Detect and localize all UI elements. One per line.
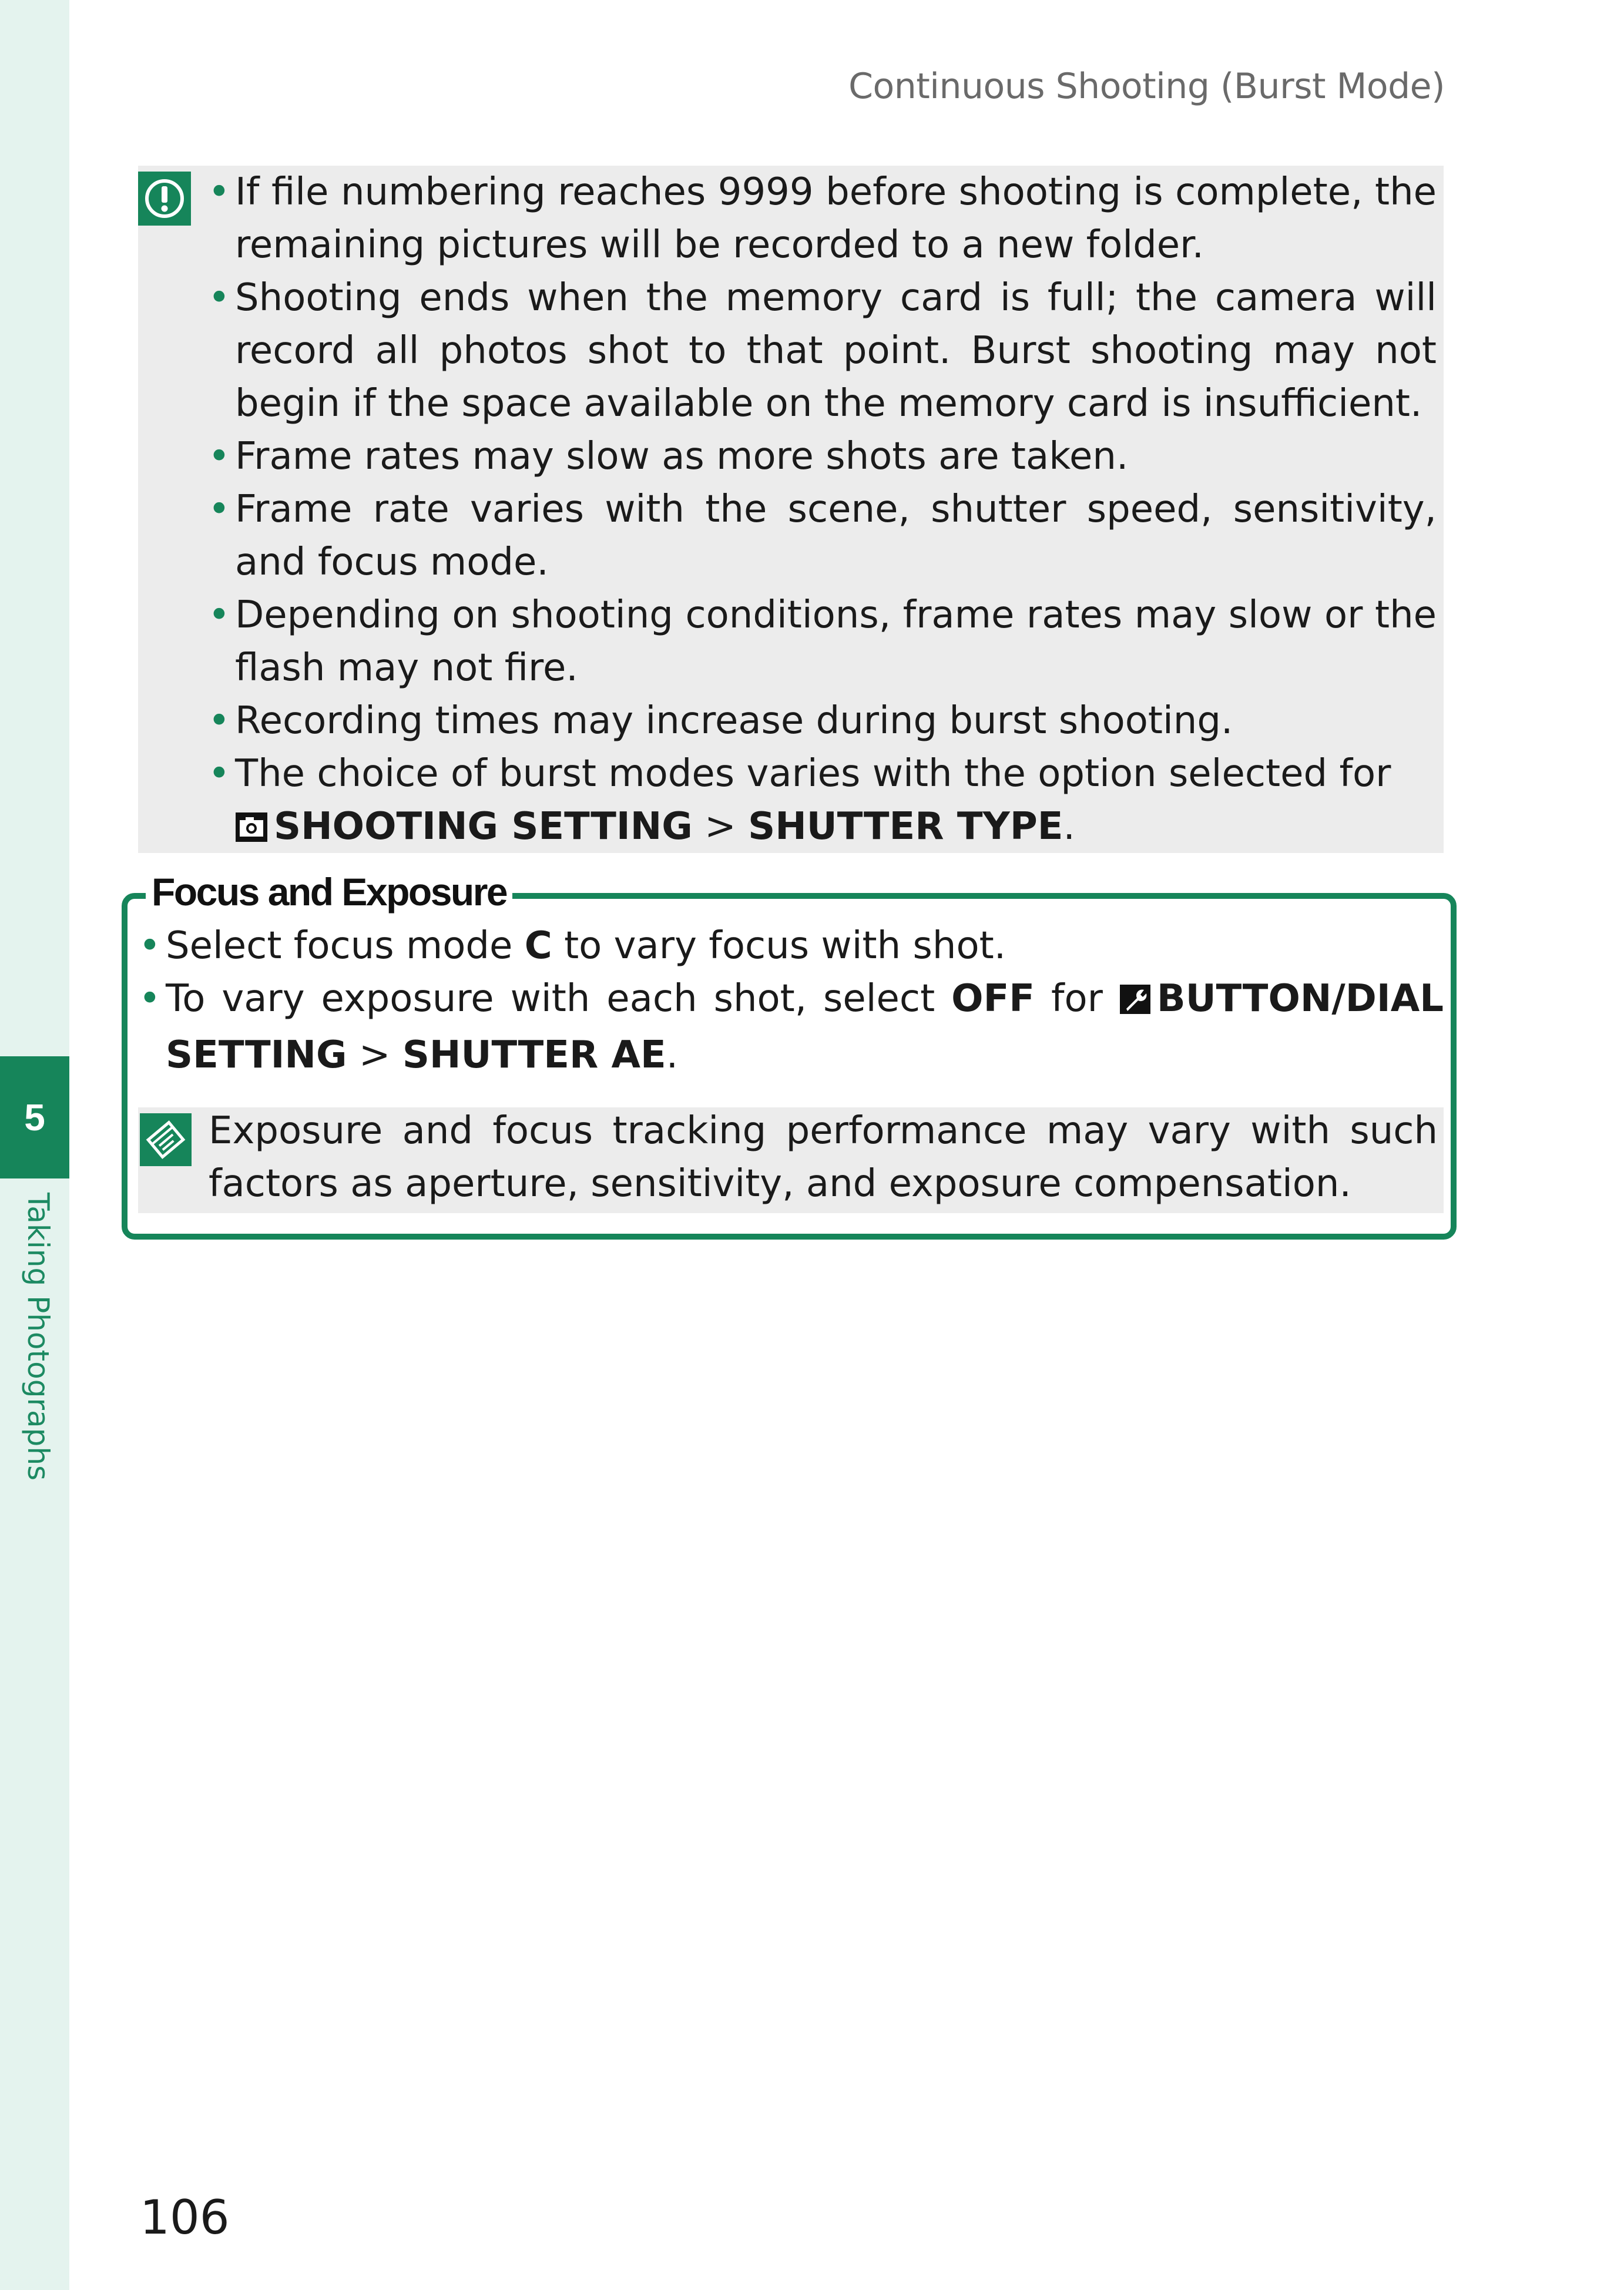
sentence-end: . <box>1063 805 1075 848</box>
bullet-icon: • <box>208 593 230 637</box>
note-icon <box>140 1113 192 1166</box>
bullet-icon: • <box>208 699 230 743</box>
bullet-icon: • <box>208 435 230 478</box>
caution-icon <box>138 172 191 226</box>
list-item <box>130 972 1444 1082</box>
bullet-icon: • <box>139 924 161 968</box>
item-text: to vary focus with shot. <box>564 924 1006 968</box>
list-item <box>200 166 1437 271</box>
sentence-end: . <box>666 1033 679 1077</box>
caution-item-text: If file numbering reaches 9999 before shooting is complete, the remaining pictures will be recorded to a new folder. <box>235 170 1437 267</box>
menu-separator: > <box>704 805 736 848</box>
menu-button-dial-setting: BUTTON/DIAL SETTING <box>166 977 1444 1077</box>
item-text: for <box>1051 977 1103 1020</box>
page-number: 106 <box>140 2190 230 2245</box>
list-item <box>200 430 1437 483</box>
list-item <box>200 271 1437 430</box>
menu-shutter-ae: SHUTTER AE <box>402 1033 666 1077</box>
caution-item-text: Shooting ends when the memory card is full; the camera will record all photos shot to that point. Burst shooting may not begin if the space available on the memory card is insufficient. <box>235 276 1437 425</box>
caution-item-text: Frame rates may slow as more shots are taken. <box>235 435 1129 478</box>
list-item <box>130 919 1444 972</box>
bullet-icon: • <box>208 488 230 531</box>
wrench-icon <box>1119 976 1151 1029</box>
setting-value: OFF <box>951 977 1035 1020</box>
caution-list <box>200 166 1437 857</box>
panel-list <box>130 919 1444 1082</box>
bullet-icon: • <box>139 977 161 1020</box>
bullet-icon: • <box>208 752 230 795</box>
focus-mode-value: C <box>524 924 552 968</box>
bullet-icon: • <box>208 276 230 320</box>
running-head: Continuous Shooting (Burst Mode) <box>848 66 1445 107</box>
item-text: To vary exposure with each shot, select <box>166 977 935 1020</box>
caution-item-text: Depending on shooting conditions, frame rates may slow or the flash may not fire. <box>235 593 1437 690</box>
panel-title: Focus and Exposure <box>146 869 512 914</box>
bullet-icon: • <box>208 170 230 214</box>
list-item <box>200 747 1437 857</box>
list-item <box>200 589 1437 694</box>
menu-shutter-type: SHUTTER TYPE <box>748 805 1063 848</box>
menu-shooting-setting: SHOOTING SETTING <box>274 805 693 848</box>
menu-separator: > <box>358 1033 391 1077</box>
caution-item-text: Recording times may increase during burst shooting. <box>235 699 1233 743</box>
list-item <box>200 694 1437 747</box>
caution-item-text: Frame rate varies with the scene, shutter speed, sensitivity, and focus mode. <box>235 488 1437 584</box>
chapter-tab <box>0 1056 69 1178</box>
chapter-number: 5 <box>24 1096 45 1139</box>
list-item <box>200 483 1437 589</box>
caution-item-text: The choice of burst modes varies with the option selected for <box>235 752 1391 795</box>
camera-icon <box>235 804 268 857</box>
note-text: Exposure and focus tracking performance may vary with such factors as aperture, sensitivity, and exposure compensation. <box>209 1109 1438 1206</box>
item-text: Select focus mode <box>166 924 513 968</box>
chapter-title: Taking Photographs <box>21 1193 55 1481</box>
